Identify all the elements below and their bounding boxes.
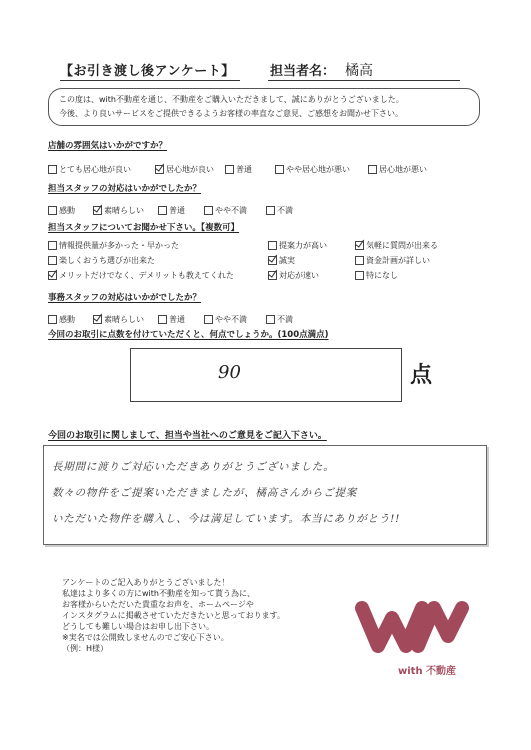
- comment-line-3: いただいた物件を購入し、今は満足しています。本当にありがとう!!: [52, 513, 401, 525]
- score-value: 90: [218, 362, 241, 383]
- footer-line: どうしても難しい場合はお申し出下さい。: [62, 622, 214, 631]
- staff-name: 橘高: [345, 63, 373, 79]
- title-underline: [60, 80, 240, 81]
- footer-line: アンケートのご記入ありがとうございました！: [62, 578, 230, 587]
- q2-option[interactable]: やや不満: [204, 205, 247, 216]
- q1-option[interactable]: 居心地が悪い: [368, 164, 427, 175]
- q3-option[interactable]: 対応が速い: [268, 270, 319, 281]
- checkbox[interactable]: [158, 206, 167, 215]
- checkbox[interactable]: [368, 165, 377, 174]
- q1-option[interactable]: 普通: [225, 164, 252, 175]
- footer-line: 私達はより多くの方にwith不動産を知って貰う為に、: [62, 589, 255, 598]
- q1-option[interactable]: とても居心地が良い: [48, 164, 131, 175]
- q1-question: 店舗の雰囲気はいかがですか？: [48, 141, 168, 151]
- checkbox-checked[interactable]: [93, 315, 102, 324]
- q2-option[interactable]: 不満: [266, 205, 293, 216]
- checkbox[interactable]: [158, 315, 167, 324]
- checkbox[interactable]: [266, 206, 275, 215]
- checkbox[interactable]: [225, 165, 234, 174]
- with-logo-icon: [352, 596, 472, 660]
- checkbox[interactable]: [355, 271, 364, 280]
- q3-option[interactable]: 気軽に質問が出来る: [355, 240, 438, 251]
- score-unit: 点: [410, 363, 433, 388]
- q3-question: 担当スタッフについてお聞かせ下さい。【複数可】: [48, 223, 240, 233]
- q4-option[interactable]: 素晴らしい: [93, 314, 144, 325]
- intro-line-1: この度は、with不動産を通じ、不動産をご購入いただきまして、誠にありがとうございました。: [59, 95, 404, 104]
- q2-option[interactable]: 普通: [158, 205, 185, 216]
- q1-option[interactable]: 居心地が良い: [155, 164, 214, 175]
- checkbox[interactable]: [204, 315, 213, 324]
- q4-option[interactable]: 感動: [48, 314, 75, 325]
- q3-option[interactable]: メリットだけでなく、デメリットも教えてくれた: [48, 270, 234, 281]
- intro-box: [48, 88, 480, 126]
- comment-question: 今回のお取引に関しまして、担当や当社へのご意見をご記入下さい。: [48, 431, 327, 441]
- q3-option[interactable]: 情報提供量が多かった・早かった: [48, 240, 179, 251]
- q2-option[interactable]: 感動: [48, 205, 75, 216]
- comment-line-1: 長期間に渡りご対応いただきありがとうございました。: [52, 461, 335, 473]
- checkbox[interactable]: [48, 165, 57, 174]
- q3-option[interactable]: 資金計画が詳しい: [355, 255, 430, 266]
- q1-option[interactable]: やや居心地が悪い: [275, 164, 350, 175]
- checkbox-checked[interactable]: [48, 271, 57, 280]
- q4-option[interactable]: 普通: [158, 314, 185, 325]
- comment-text: [52, 454, 482, 532]
- checkbox[interactable]: [268, 241, 277, 250]
- q3-option[interactable]: 誠実: [268, 255, 295, 266]
- checkbox[interactable]: [48, 206, 57, 215]
- intro-line-2: 今後、より良いサービスをご提供できるようお客様の率直なご意見、ご感想をお聞かせ下さい。: [59, 109, 403, 118]
- q2-question: 担当スタッフの対応はいかがでしたか？: [48, 184, 202, 194]
- score-box[interactable]: [130, 348, 402, 402]
- checkbox[interactable]: [48, 315, 57, 324]
- checkbox[interactable]: [275, 165, 284, 174]
- checkbox-checked[interactable]: [268, 256, 277, 265]
- footer-note: [62, 577, 362, 654]
- score-question: 今回のお取引に点数を付けていただくと、何点でしょうか。(100点満点): [48, 330, 329, 340]
- footer-line: （例：H様）: [62, 644, 109, 653]
- checkbox[interactable]: [355, 256, 364, 265]
- staff-label: 担当者名：: [270, 64, 336, 79]
- checkbox[interactable]: [204, 206, 213, 215]
- checkbox-checked[interactable]: [355, 241, 364, 250]
- staff-underline: [268, 80, 460, 81]
- checkbox[interactable]: [48, 256, 57, 265]
- footer-line: ※実名では公開致しませんのでご安心下さい。: [62, 633, 229, 642]
- checkbox[interactable]: [266, 315, 275, 324]
- form-title: 【お引き渡し後アンケート】: [60, 64, 235, 79]
- q2-option[interactable]: 素晴らしい: [93, 205, 144, 216]
- checkbox[interactable]: [48, 241, 57, 250]
- checkbox-checked[interactable]: [93, 206, 102, 215]
- checkbox-checked[interactable]: [268, 271, 277, 280]
- comment-line-2: 数々の物件をご提案いただきましたが、橘高さんからご提案: [52, 487, 358, 499]
- checkbox-checked[interactable]: [155, 165, 164, 174]
- footer-line: お客様からいただいた貴重なお声を、ホームページや: [62, 600, 254, 609]
- logo-text: with 不動産: [398, 666, 457, 677]
- q4-question: 事務スタッフの対応はいかがでしたか？: [48, 293, 202, 303]
- footer-line: インスタグラムに掲載させていただきたいと思っております。: [62, 611, 286, 620]
- q4-option[interactable]: 不満: [266, 314, 293, 325]
- q3-option[interactable]: 楽しくおうち選びが出来た: [48, 255, 155, 266]
- q3-option[interactable]: 特になし: [355, 270, 398, 281]
- q4-option[interactable]: やや不満: [204, 314, 247, 325]
- q3-option[interactable]: 提案力が高い: [268, 240, 327, 251]
